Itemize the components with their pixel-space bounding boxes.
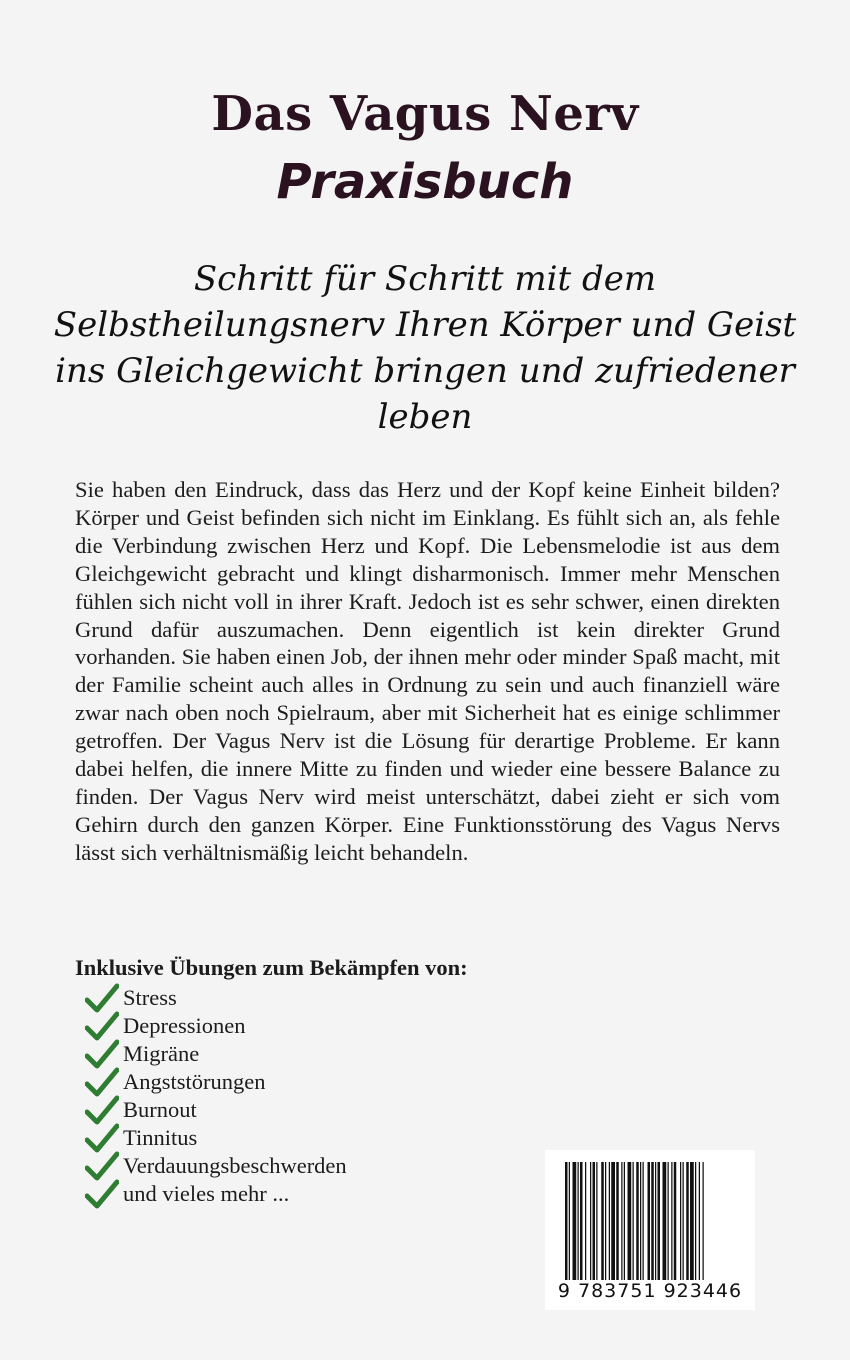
barcode-bar: [565, 1162, 568, 1280]
barcode-bar: [611, 1162, 615, 1280]
list-item-label: Tinnitus: [123, 1125, 198, 1150]
symptom-list: [85, 984, 347, 1208]
book-title: Das Vagus Nerv: [211, 86, 639, 142]
barcode-bar: [605, 1162, 606, 1280]
list-item: [85, 1012, 347, 1040]
list-item: [85, 984, 347, 1012]
list-item: [85, 1040, 347, 1068]
barcode-bar: [609, 1162, 610, 1280]
list-item-label: Verdauungsbeschwerden: [123, 1153, 347, 1178]
list-item: [85, 1152, 347, 1180]
list-item: [85, 1068, 347, 1096]
barcode: [545, 1150, 755, 1310]
isbn-number: 9 783751 923446: [557, 1280, 743, 1302]
list-heading: Inklusive Übungen zum Bekämpfen von:: [75, 955, 468, 980]
barcode-bar: [703, 1162, 704, 1280]
barcode-bar: [663, 1162, 667, 1280]
barcode-bar: [651, 1162, 654, 1280]
barcode-bar: [680, 1162, 681, 1280]
barcode-bar: [683, 1162, 684, 1280]
checkmark-icon: [85, 1011, 119, 1041]
book-subtitle: Schritt für Schritt mit dem Selbstheilungsnerv Ihren Körper und Geist ins Gleichgewicht bringen und zufriedener leben: [53, 259, 797, 437]
checkmark-icon: [85, 1095, 119, 1125]
barcode-bar: [633, 1162, 634, 1280]
barcode-bar: [690, 1162, 694, 1280]
barcode-bar: [590, 1162, 591, 1280]
barcode-bar: [648, 1162, 651, 1280]
list-item-label: Stress: [123, 985, 177, 1010]
barcode-bar: [593, 1162, 596, 1280]
barcode-bar: [580, 1162, 583, 1280]
list-item-label: und vieles mehr ...: [123, 1181, 290, 1206]
barcode-bar: [636, 1162, 639, 1280]
list-item-label: Depressionen: [123, 1013, 246, 1038]
barcode-bar: [658, 1162, 661, 1280]
barcode-bar: [640, 1162, 641, 1280]
barcode-bars: [565, 1162, 735, 1280]
checkmark-icon: [85, 1039, 119, 1069]
barcode-bar: [668, 1162, 669, 1280]
checkmark-icon: [85, 983, 119, 1013]
barcode-bar: [699, 1162, 700, 1280]
list-item-label: Migräne: [123, 1041, 200, 1066]
barcode-bar: [624, 1162, 625, 1280]
barcode-bar: [695, 1162, 696, 1280]
barcode-bar: [655, 1162, 656, 1280]
checkmark-icon: [85, 1151, 119, 1181]
barcode-bar: [686, 1162, 689, 1280]
barcode-bar: [573, 1162, 577, 1280]
list-item-label: Burnout: [123, 1097, 197, 1122]
barcode-bar: [674, 1162, 677, 1280]
checkmark-icon: [85, 1179, 119, 1209]
description-text: Sie haben den Eindruck, dass das Herz und der Kopf keine Einheit bilden? Körper und Geist befinden sich nicht im Einklang. Es fühlt sich an, als fehle die Verbindung zwischen Herz und Kopf. Die Lebensmelodie ist aus dem Gleichgewicht gebracht und klingt disharmonisch. Immer mehr Menschen fühlen sich nicht voll in ihrer Kraft. Jedoch ist es sehr schwer, einen direkten Grund dafür auszumachen. Denn eigentlich ist kein direkter Grund vorhanden. Sie haben einen Job, der ihnen mehr oder minder Spaß macht, mit der Familie scheint auch alles in Ordnung zu sein und auch finanziell wäre zwar nach oben noch Spielraum, aber mit Sicherheit hat es einige schlimmer getroffen. Der Vagus Nerv ist die Lösung für derartige Probleme. Er kann dabei helfen, die innere Mitte zu finden und wieder eine bessere Balance zu finden. Der Vagus Nerv wird meist unterschätzt, dabei zieht er sich vom Gehirn durch den ganzen Körper. Eine Funktionsstörung des Vagus Nervs lässt sich verhältnismäßig leicht behandeln.: [75, 477, 780, 865]
barcode-bar: [578, 1162, 579, 1280]
barcode-bar: [585, 1162, 586, 1280]
barcode-bar: [596, 1162, 597, 1280]
barcode-bar: [621, 1162, 622, 1280]
checkmark-icon: [85, 1067, 119, 1097]
checkmark-icon: [85, 1123, 119, 1153]
barcode-bar: [671, 1162, 672, 1280]
barcode-bar: [569, 1162, 570, 1280]
barcode-bar: [643, 1162, 644, 1280]
barcode-bar: [628, 1162, 632, 1280]
book-title-line2: Praxisbuch: [276, 154, 574, 210]
list-item: [85, 1124, 347, 1152]
barcode-bar: [601, 1162, 604, 1280]
list-item: [85, 1096, 347, 1124]
barcode-bar: [616, 1162, 619, 1280]
list-item: [85, 1180, 347, 1208]
list-item-label: Angststörungen: [123, 1069, 266, 1094]
